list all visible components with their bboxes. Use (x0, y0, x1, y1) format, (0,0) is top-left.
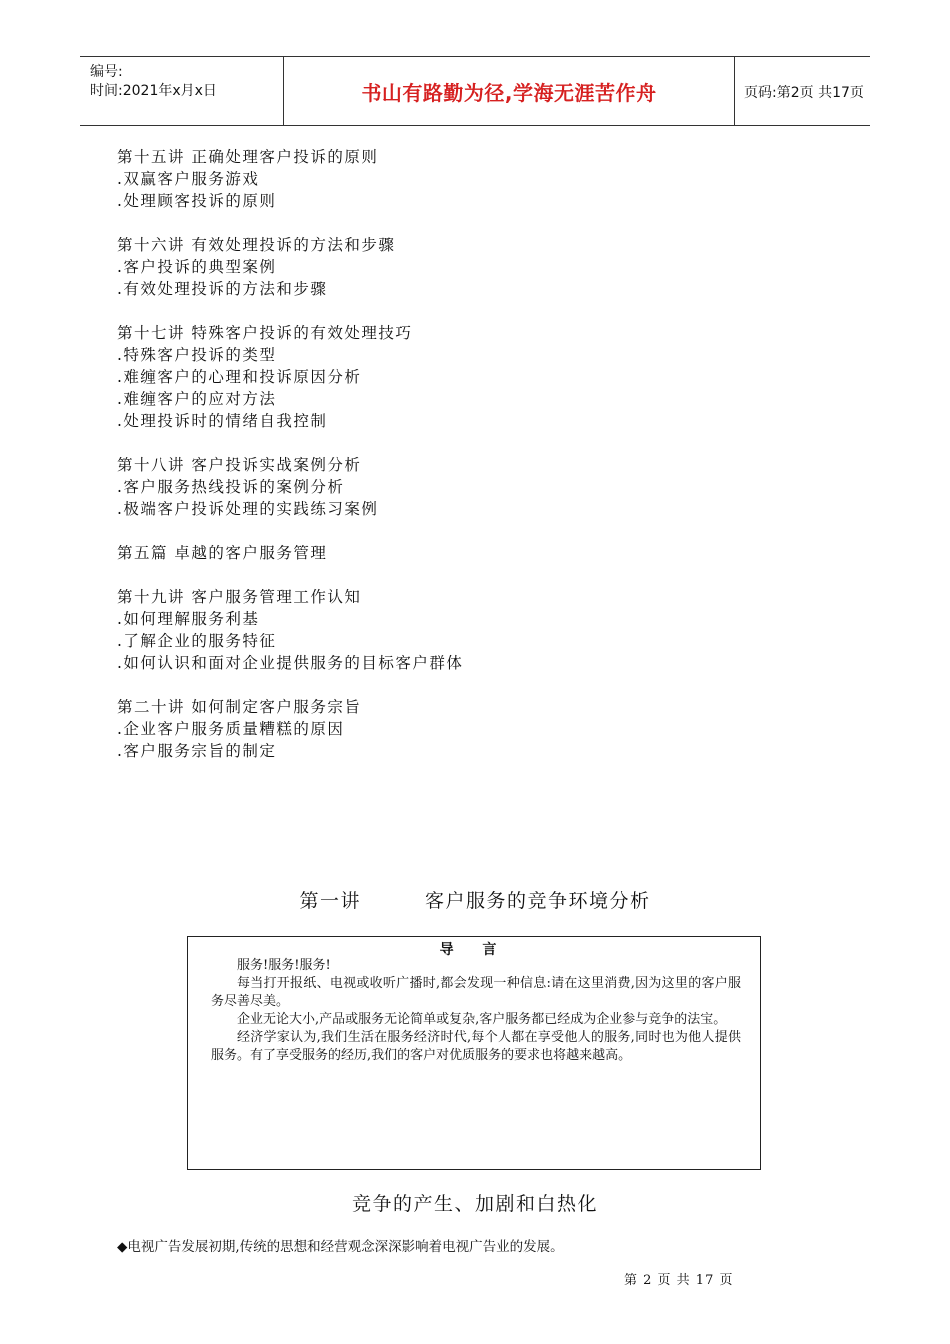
toc-item: .企业客户服务质量糟糕的原因 (117, 720, 345, 738)
toc-item: .如何理解服务利基 (117, 610, 260, 628)
lecture-number: 第一讲 (299, 890, 361, 912)
toc-section-title: 第十五讲 正确处理客户投诉的原则 (117, 148, 379, 166)
introduction-heading: 导 言 (439, 942, 509, 958)
lecture-name: 客户服务的竞争环境分析 (425, 890, 651, 912)
table-of-contents (117, 146, 737, 762)
toc-item: .如何认识和面对企业提供服务的目标客户群体 (117, 654, 464, 672)
section-title: 竞争的产生、加剧和白热化 (351, 1193, 598, 1215)
intro-paragraph: 服务!服务!服务! (237, 958, 331, 973)
introduction-body (211, 957, 741, 1065)
toc-spacer (117, 212, 737, 234)
date-label: 时间:2021年x月x日 (90, 83, 217, 99)
toc-spacer (117, 564, 737, 586)
section-bullet-text: ◆电视广告发展初期,传统的思想和经营观念深深影响着电视广告业的发展。 (117, 1239, 564, 1255)
intro-paragraph: 企业无论大小,产品或服务无论简单或复杂,客户服务都已经成为企业参与竞争的法宝。 (237, 1012, 727, 1027)
toc-item: .难缠客户的应对方法 (117, 390, 277, 408)
toc-item: .客户投诉的典型案例 (117, 258, 277, 276)
toc-item: .难缠客户的心理和投诉原因分析 (117, 368, 362, 386)
toc-item: .极端客户投诉处理的实践练习案例 (117, 500, 379, 518)
introduction-box (187, 936, 761, 1170)
toc-section-title: 第二十讲 如何制定客户服务宗旨 (117, 698, 362, 716)
toc-section-title: 第十七讲 特殊客户投诉的有效处理技巧 (117, 324, 413, 342)
toc-spacer (117, 432, 737, 454)
toc-section-title: 第十八讲 客户投诉实战案例分析 (117, 456, 362, 474)
header-motto: 书山有路勤为径,学海无涯苦作舟 (361, 81, 657, 105)
header-motto-cell (283, 57, 735, 125)
toc-item: .处理投诉时的情绪自我控制 (117, 412, 328, 430)
toc-spacer (117, 300, 737, 322)
header-meta-cell (80, 57, 283, 125)
intro-paragraph: 经济学家认为,我们生活在服务经济时代,每个人都在享受他人的服务,同时也为他人提供服务。有了享受服务的经历,我们的客户对优质服务的要求也将越来越高。 (211, 1030, 741, 1063)
toc-item: .有效处理投诉的方法和步骤 (117, 280, 328, 298)
page-header (80, 56, 870, 126)
toc-item: .特殊客户投诉的类型 (117, 346, 277, 364)
toc-section-title: 第十九讲 客户服务管理工作认知 (117, 588, 362, 606)
toc-item: .客户服务热线投诉的案例分析 (117, 478, 345, 496)
lecture-title (0, 886, 950, 913)
toc-item: .处理顾客投诉的原则 (117, 192, 277, 210)
header-page-info: 页码:第2页 共17页 (744, 85, 864, 101)
serial-label: 编号: (90, 64, 123, 80)
toc-item: .双赢客户服务游戏 (117, 170, 260, 188)
toc-spacer (117, 674, 737, 696)
toc-item: .客户服务宗旨的制定 (117, 742, 277, 760)
toc-section-title: 第十六讲 有效处理投诉的方法和步骤 (117, 236, 396, 254)
toc-item: .了解企业的服务特征 (117, 632, 277, 650)
header-page-cell (734, 57, 870, 125)
toc-spacer (117, 520, 737, 542)
toc-section-title: 第五篇 卓越的客户服务管理 (117, 544, 328, 562)
page-footer: 第 2 页 共 17 页 (624, 1273, 734, 1288)
intro-paragraph: 每当打开报纸、电视或收听广播时,都会发现一种信息:请在这里消费,因为这里的客户服务尽善尽美。 (211, 976, 741, 1009)
